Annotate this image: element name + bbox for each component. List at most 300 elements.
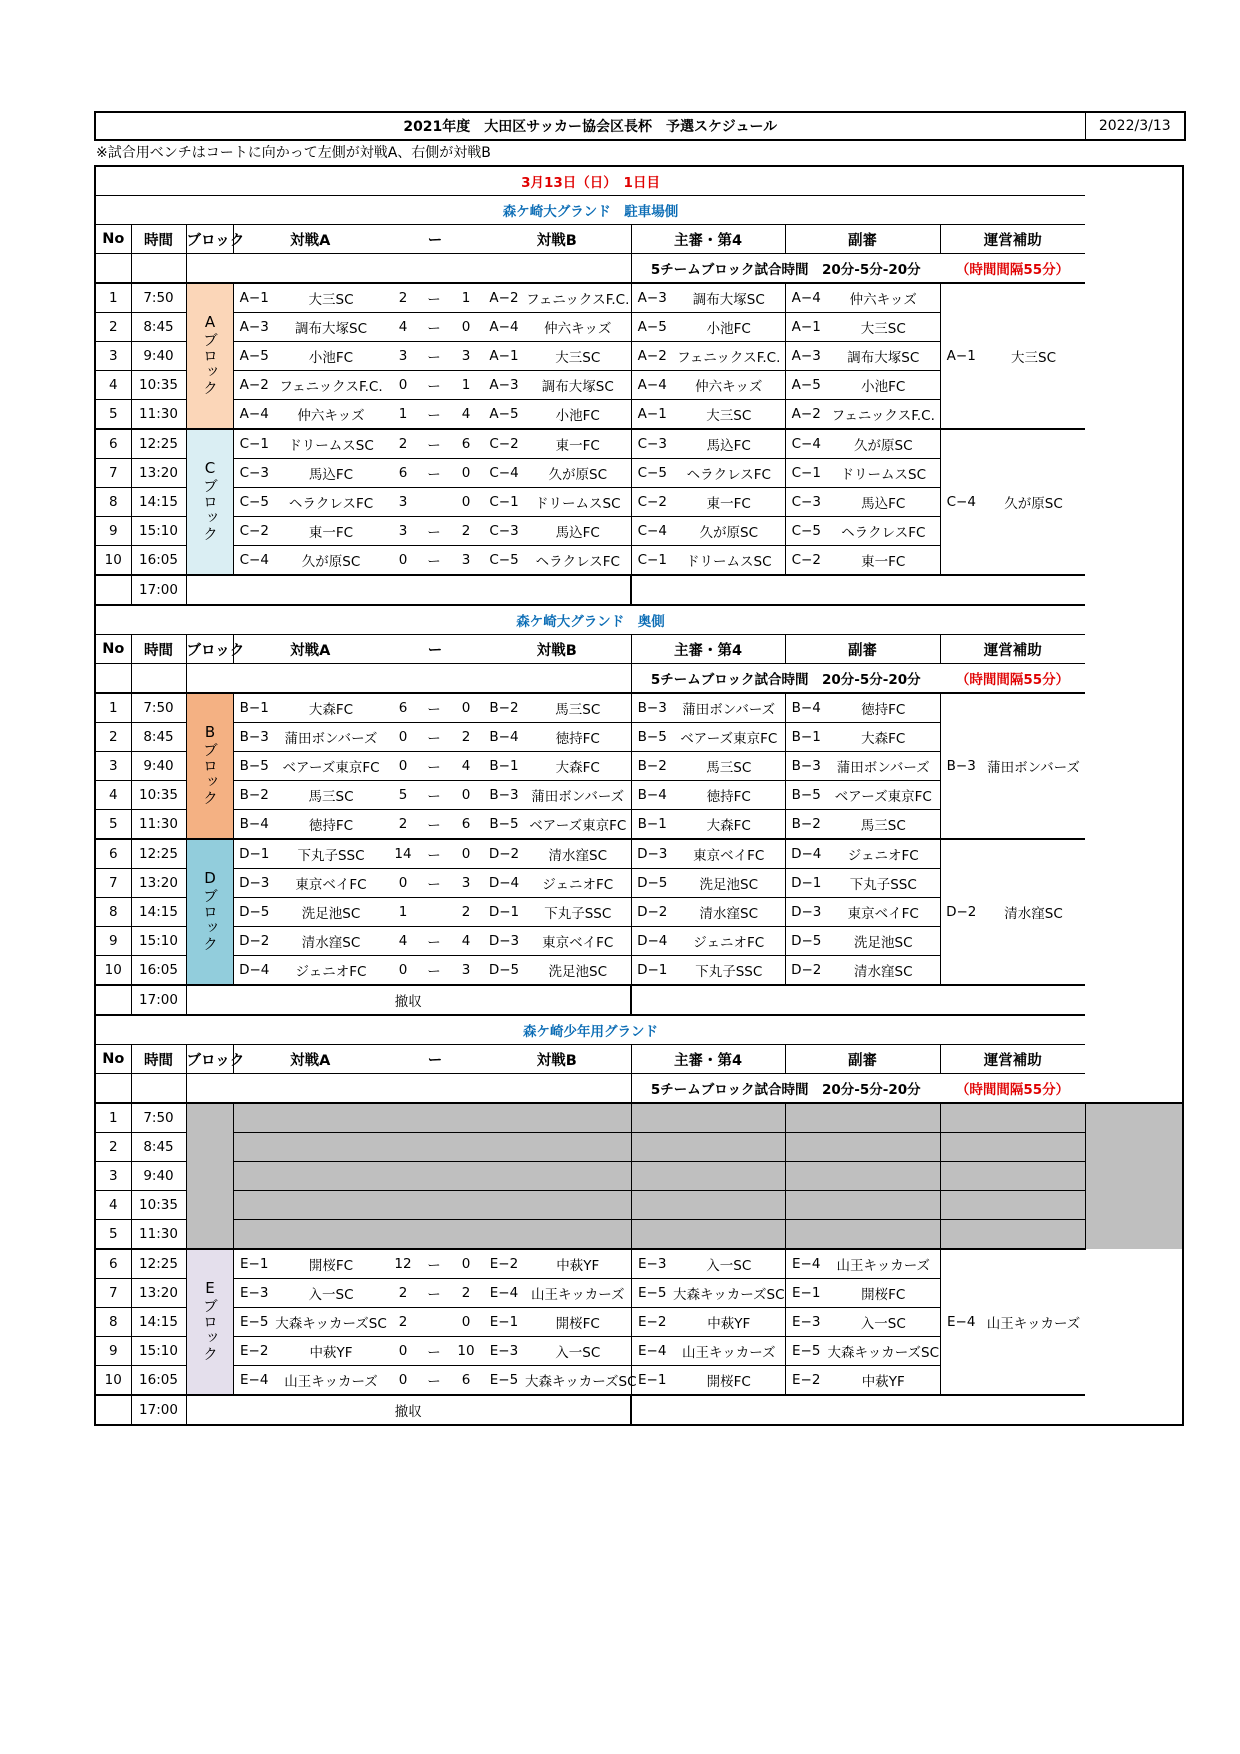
header-operations: 運営補助 <box>940 225 1085 254</box>
match-no: 8 <box>95 898 131 927</box>
team-b-name: 馬三SC <box>525 693 631 723</box>
match-time: 16:05 <box>131 956 186 986</box>
referee-id: B−3 <box>631 693 673 723</box>
header-no: No <box>95 635 131 664</box>
assistant-id: B−1 <box>785 723 827 752</box>
assistant-team: 蒲田ボンバーズ <box>827 752 940 781</box>
referee-id: E−2 <box>631 1308 673 1337</box>
assistant-id: A−3 <box>785 342 827 371</box>
match-time: 8:45 <box>131 723 186 752</box>
team-b-id: A−5 <box>483 400 525 430</box>
header-operations: 運営補助 <box>940 635 1085 664</box>
match-row <box>95 283 1183 313</box>
score-a: 5 <box>387 781 419 810</box>
team-a-id: B−5 <box>233 752 275 781</box>
team-a-id: E−2 <box>233 1337 275 1366</box>
assistant-team: 山王キッカーズ <box>827 1249 940 1279</box>
team-b-id: D−5 <box>483 956 525 986</box>
score-b: 0 <box>449 839 483 869</box>
score-dash: ー <box>419 313 449 342</box>
score-dash: ー <box>419 723 449 752</box>
assistant-id: B−3 <box>785 752 827 781</box>
match-no: 1 <box>95 1103 131 1133</box>
referee-team: 山王キッカーズ <box>673 1337 785 1366</box>
blank <box>95 1074 131 1104</box>
referee-id: E−5 <box>631 1279 673 1308</box>
team-a-id: D−2 <box>233 927 275 956</box>
team-b-id: C−4 <box>483 459 525 488</box>
referee-team: 大森FC <box>673 810 785 840</box>
team-a-id: A−4 <box>233 400 275 430</box>
end-note: 撤収 <box>186 1395 631 1425</box>
referee-id: A−2 <box>631 342 673 371</box>
empty-slot <box>940 1162 1085 1191</box>
match-row <box>95 1103 1183 1133</box>
team-b-name: 大森キッカーズSC <box>525 1366 631 1396</box>
referee-team: ジェニオFC <box>673 927 785 956</box>
assistant-id: D−5 <box>785 927 827 956</box>
empty-slot <box>631 1133 785 1162</box>
referee-team: ヘラクレスFC <box>673 459 785 488</box>
team-b-name: 開桜FC <box>525 1308 631 1337</box>
header-dash: ー <box>387 1045 483 1074</box>
ops-id: D−2 <box>940 839 982 985</box>
assistant-id: A−4 <box>785 283 827 313</box>
score-a: 0 <box>387 723 419 752</box>
assistant-team: 入一SC <box>827 1308 940 1337</box>
team-a-id: E−1 <box>233 1249 275 1279</box>
score-b: 2 <box>449 723 483 752</box>
match-no: 3 <box>95 1162 131 1191</box>
match-time: 14:15 <box>131 488 186 517</box>
venue-title: 森ケ崎大グランド 奥側 <box>95 605 1085 635</box>
end-row <box>95 985 1183 1015</box>
empty-slot <box>233 1103 631 1133</box>
header-referee: 主審・第4 <box>631 225 785 254</box>
block-name: Cブロック <box>201 458 219 542</box>
team-b-name: ジェニオFC <box>525 869 631 898</box>
empty-slot <box>940 1103 1085 1133</box>
referee-id: A−5 <box>631 313 673 342</box>
venue-row <box>95 196 1183 225</box>
match-no: 9 <box>95 927 131 956</box>
match-no: 1 <box>95 283 131 313</box>
score-dash: ー <box>419 342 449 371</box>
match-time: 7:50 <box>131 283 186 313</box>
match-no: 7 <box>95 459 131 488</box>
match-no: 6 <box>95 429 131 459</box>
referee-id: E−4 <box>631 1337 673 1366</box>
block-name: Dブロック <box>201 868 219 952</box>
team-a-id: D−5 <box>233 898 275 927</box>
assistant-id: C−3 <box>785 488 827 517</box>
team-a-id: E−3 <box>233 1279 275 1308</box>
end-time: 17:00 <box>131 985 186 1015</box>
match-no: 2 <box>95 313 131 342</box>
assistant-team: ドリームスSC <box>827 459 940 488</box>
end-note <box>186 575 631 605</box>
score-b: 0 <box>449 459 483 488</box>
assistant-id: B−5 <box>785 781 827 810</box>
score-a: 0 <box>387 546 419 576</box>
team-b-id: B−2 <box>483 693 525 723</box>
match-time: 7:50 <box>131 1103 186 1133</box>
referee-id: B−5 <box>631 723 673 752</box>
referee-id: C−2 <box>631 488 673 517</box>
end-time: 17:00 <box>131 575 186 605</box>
empty-slot <box>631 1103 785 1133</box>
score-dash: ー <box>419 956 449 986</box>
blank <box>95 664 131 694</box>
team-b-name: 中萩YF <box>525 1249 631 1279</box>
score-dash: ー <box>419 283 449 313</box>
empty-slot <box>631 1220 785 1250</box>
match-time: 14:15 <box>131 1308 186 1337</box>
assistant-id: C−5 <box>785 517 827 546</box>
bench-note: ※試合用ベンチはコートに向かって左側が対戦A、右側が対戦B <box>96 145 491 161</box>
assistant-team: 調布大塚SC <box>827 342 940 371</box>
team-a-name: 中萩YF <box>275 1337 387 1366</box>
header-block: ブロック <box>186 225 233 254</box>
referee-team: 入一SC <box>673 1249 785 1279</box>
score-a: 1 <box>387 898 419 927</box>
team-a-name: 洗足池SC <box>275 898 387 927</box>
header-time: 時間 <box>131 225 186 254</box>
assistant-team: 馬三SC <box>827 810 940 840</box>
score-b: 0 <box>449 693 483 723</box>
team-a-id: D−4 <box>233 956 275 986</box>
empty-slot <box>785 1191 940 1220</box>
header-block: ブロック <box>186 635 233 664</box>
referee-team: 馬込FC <box>673 429 785 459</box>
venue-title: 森ケ崎少年用グランド <box>95 1015 1085 1045</box>
score-a: 12 <box>387 1249 419 1279</box>
match-no: 9 <box>95 517 131 546</box>
header-no: No <box>95 225 131 254</box>
referee-team: フェニックスF.C. <box>673 342 785 371</box>
block-name: Bブロック <box>201 722 219 806</box>
team-b-id: A−4 <box>483 313 525 342</box>
referee-id: D−5 <box>631 869 673 898</box>
header-assistant: 副審 <box>785 225 940 254</box>
block-label <box>186 1249 233 1395</box>
team-a-id: C−1 <box>233 429 275 459</box>
empty-slot <box>940 1220 1085 1250</box>
score-b: 1 <box>449 371 483 400</box>
assistant-team: 大三SC <box>827 313 940 342</box>
assistant-team: 久が原SC <box>827 429 940 459</box>
match-no: 10 <box>95 546 131 576</box>
team-b-id: A−1 <box>483 342 525 371</box>
team-a-id: A−1 <box>233 283 275 313</box>
header-team-a: 対戦A <box>233 1045 387 1074</box>
referee-id: C−4 <box>631 517 673 546</box>
team-a-name: ヘラクレスFC <box>275 488 387 517</box>
score-dash: ー <box>419 810 449 840</box>
referee-id: C−3 <box>631 429 673 459</box>
assistant-id: D−2 <box>785 956 827 986</box>
score-dash: ー <box>419 1279 449 1308</box>
match-row <box>95 1249 1183 1279</box>
score-dash <box>419 898 449 927</box>
match-time: 9:40 <box>131 1162 186 1191</box>
referee-team: 徳持FC <box>673 781 785 810</box>
venue-row <box>95 1015 1183 1045</box>
referee-team: 仲六キッズ <box>673 371 785 400</box>
team-b-name: 入一SC <box>525 1337 631 1366</box>
assistant-id: E−1 <box>785 1279 827 1308</box>
match-no: 2 <box>95 723 131 752</box>
assistant-team: 徳持FC <box>827 693 940 723</box>
referee-id: B−4 <box>631 781 673 810</box>
match-no: 1 <box>95 693 131 723</box>
score-dash: ー <box>419 1249 449 1279</box>
header-row <box>95 635 1183 664</box>
score-a: 2 <box>387 429 419 459</box>
match-time: 15:10 <box>131 927 186 956</box>
team-a-id: C−3 <box>233 459 275 488</box>
assistant-id: A−1 <box>785 313 827 342</box>
team-b-id: C−2 <box>483 429 525 459</box>
document-title: 2021年度 大田区サッカー協会区長杯 予選スケジュール <box>403 119 778 135</box>
team-a-name: フェニックスF.C. <box>275 371 387 400</box>
team-b-name: 調布大塚SC <box>525 371 631 400</box>
match-no: 3 <box>95 342 131 371</box>
block-name: Eブロック <box>201 1278 219 1362</box>
referee-id: A−1 <box>631 400 673 430</box>
assistant-team: 小池FC <box>827 371 940 400</box>
assistant-id: E−5 <box>785 1337 827 1366</box>
schedule-table <box>94 165 1184 1426</box>
referee-team: ベアーズ東京FC <box>673 723 785 752</box>
score-b: 0 <box>449 488 483 517</box>
timing-row <box>95 1074 1183 1104</box>
assistant-team: ベアーズ東京FC <box>827 781 940 810</box>
empty-slot <box>785 1162 940 1191</box>
team-b-name: 徳持FC <box>525 723 631 752</box>
blank <box>631 575 1085 605</box>
team-a-name: 大森FC <box>275 693 387 723</box>
title-bar <box>94 111 1186 141</box>
assistant-id: D−1 <box>785 869 827 898</box>
day-label: 3月13日（日） 1日目 <box>95 166 1085 196</box>
match-row <box>95 429 1183 459</box>
referee-team: 清水窪SC <box>673 898 785 927</box>
score-a: 0 <box>387 1366 419 1396</box>
assistant-team: 洗足池SC <box>827 927 940 956</box>
empty-slot <box>940 1133 1085 1162</box>
score-a: 0 <box>387 869 419 898</box>
team-b-id: C−5 <box>483 546 525 576</box>
blank <box>131 664 186 694</box>
block-label <box>186 283 233 429</box>
team-a-id: B−3 <box>233 723 275 752</box>
match-row <box>95 1191 1183 1220</box>
score-b: 3 <box>449 956 483 986</box>
score-a: 2 <box>387 1279 419 1308</box>
match-time: 14:15 <box>131 898 186 927</box>
header-no: No <box>95 1045 131 1074</box>
assistant-id: E−2 <box>785 1366 827 1396</box>
score-dash: ー <box>419 546 449 576</box>
assistant-team: フェニックスF.C. <box>827 400 940 430</box>
score-dash: ー <box>419 781 449 810</box>
score-b: 10 <box>449 1337 483 1366</box>
score-a: 3 <box>387 342 419 371</box>
timing-label: 5チームブロック試合時間 20分-5分-20分 <box>631 664 940 694</box>
match-no: 5 <box>95 1220 131 1250</box>
match-no: 4 <box>95 371 131 400</box>
referee-team: 調布大塚SC <box>673 283 785 313</box>
assistant-id: E−4 <box>785 1249 827 1279</box>
score-dash: ー <box>419 752 449 781</box>
day-row <box>95 166 1183 196</box>
assistant-id: C−1 <box>785 459 827 488</box>
match-time: 9:40 <box>131 752 186 781</box>
score-dash: ー <box>419 927 449 956</box>
assistant-id: C−4 <box>785 429 827 459</box>
team-a-id: C−5 <box>233 488 275 517</box>
score-a: 6 <box>387 693 419 723</box>
team-a-name: 東一FC <box>275 517 387 546</box>
header-block: ブロック <box>186 1045 233 1074</box>
match-time: 10:35 <box>131 371 186 400</box>
assistant-id: E−3 <box>785 1308 827 1337</box>
match-no: 6 <box>95 839 131 869</box>
team-a-name: ベアーズ東京FC <box>275 752 387 781</box>
match-no: 6 <box>95 1249 131 1279</box>
team-b-id: D−4 <box>483 869 525 898</box>
match-row <box>95 693 1183 723</box>
team-a-id: E−4 <box>233 1366 275 1396</box>
timing-label: 5チームブロック試合時間 20分-5分-20分 <box>631 254 940 284</box>
team-b-id: D−2 <box>483 839 525 869</box>
empty-slot <box>233 1220 631 1250</box>
team-b-name: 馬込FC <box>525 517 631 546</box>
team-b-id: D−3 <box>483 927 525 956</box>
match-no: 5 <box>95 400 131 430</box>
score-dash: ー <box>419 517 449 546</box>
match-time: 9:40 <box>131 342 186 371</box>
match-time: 11:30 <box>131 810 186 840</box>
match-row <box>95 1220 1183 1250</box>
team-a-name: 小池FC <box>275 342 387 371</box>
team-b-name: ベアーズ東京FC <box>525 810 631 840</box>
assistant-team: 東京ベイFC <box>827 898 940 927</box>
match-time: 13:20 <box>131 1279 186 1308</box>
score-b: 3 <box>449 342 483 371</box>
score-b: 0 <box>449 781 483 810</box>
blank <box>631 985 1085 1015</box>
team-b-name: 大三SC <box>525 342 631 371</box>
blank <box>95 254 131 284</box>
score-a: 3 <box>387 488 419 517</box>
match-no: 10 <box>95 1366 131 1396</box>
header-team-a: 対戦A <box>233 635 387 664</box>
team-a-name: 下丸子SSC <box>275 839 387 869</box>
assistant-id: A−2 <box>785 400 827 430</box>
referee-id: D−1 <box>631 956 673 986</box>
team-b-id: E−3 <box>483 1337 525 1366</box>
timing-row <box>95 664 1183 694</box>
team-a-id: C−2 <box>233 517 275 546</box>
empty-slot <box>940 1191 1085 1220</box>
assistant-id: B−4 <box>785 693 827 723</box>
header-row <box>95 1045 1183 1074</box>
match-time: 13:20 <box>131 869 186 898</box>
referee-id: A−3 <box>631 283 673 313</box>
ops-team: 山王キッカーズ <box>982 1249 1085 1395</box>
match-no: 3 <box>95 752 131 781</box>
ops-team: 大三SC <box>982 283 1085 429</box>
empty-slot <box>233 1191 631 1220</box>
match-row <box>95 1162 1183 1191</box>
team-a-id: A−2 <box>233 371 275 400</box>
blank <box>131 254 186 284</box>
ops-id: A−1 <box>940 283 982 429</box>
header-team-b: 対戦B <box>483 225 631 254</box>
match-no: 7 <box>95 1279 131 1308</box>
team-b-id: D−1 <box>483 898 525 927</box>
score-b: 2 <box>449 1279 483 1308</box>
match-time: 16:05 <box>131 1366 186 1396</box>
match-no: 8 <box>95 488 131 517</box>
empty-slot <box>785 1133 940 1162</box>
match-no: 10 <box>95 956 131 986</box>
team-b-id: B−4 <box>483 723 525 752</box>
block-label <box>186 693 233 839</box>
header-dash: ー <box>387 225 483 254</box>
team-a-name: ドリームスSC <box>275 429 387 459</box>
assistant-team: ジェニオFC <box>827 839 940 869</box>
team-b-id: E−1 <box>483 1308 525 1337</box>
score-b: 6 <box>449 1366 483 1396</box>
team-a-id: B−4 <box>233 810 275 840</box>
team-a-name: 徳持FC <box>275 810 387 840</box>
blank <box>131 1074 186 1104</box>
header-team-b: 対戦B <box>483 1045 631 1074</box>
referee-id: D−4 <box>631 927 673 956</box>
score-b: 4 <box>449 752 483 781</box>
score-dash: ー <box>419 371 449 400</box>
team-b-name: 大森FC <box>525 752 631 781</box>
team-b-id: A−2 <box>483 283 525 313</box>
timing-row <box>95 254 1183 284</box>
score-b: 2 <box>449 517 483 546</box>
blank <box>186 664 631 694</box>
score-b: 0 <box>449 313 483 342</box>
team-a-name: 山王キッカーズ <box>275 1366 387 1396</box>
team-b-name: 仲六キッズ <box>525 313 631 342</box>
score-a: 6 <box>387 459 419 488</box>
score-b: 3 <box>449 869 483 898</box>
match-no: 7 <box>95 869 131 898</box>
referee-team: 大三SC <box>673 400 785 430</box>
score-b: 0 <box>449 1308 483 1337</box>
score-dash: ー <box>419 869 449 898</box>
score-dash <box>419 488 449 517</box>
header-time: 時間 <box>131 635 186 664</box>
referee-team: 大森キッカーズSC <box>673 1279 785 1308</box>
score-dash: ー <box>419 429 449 459</box>
assistant-team: 清水窪SC <box>827 956 940 986</box>
end-note: 撤収 <box>186 985 631 1015</box>
score-a: 3 <box>387 517 419 546</box>
assistant-team: 大森キッカーズSC <box>827 1337 940 1366</box>
score-b: 4 <box>449 400 483 430</box>
block-name: Aブロック <box>201 312 219 396</box>
empty-slot <box>631 1191 785 1220</box>
